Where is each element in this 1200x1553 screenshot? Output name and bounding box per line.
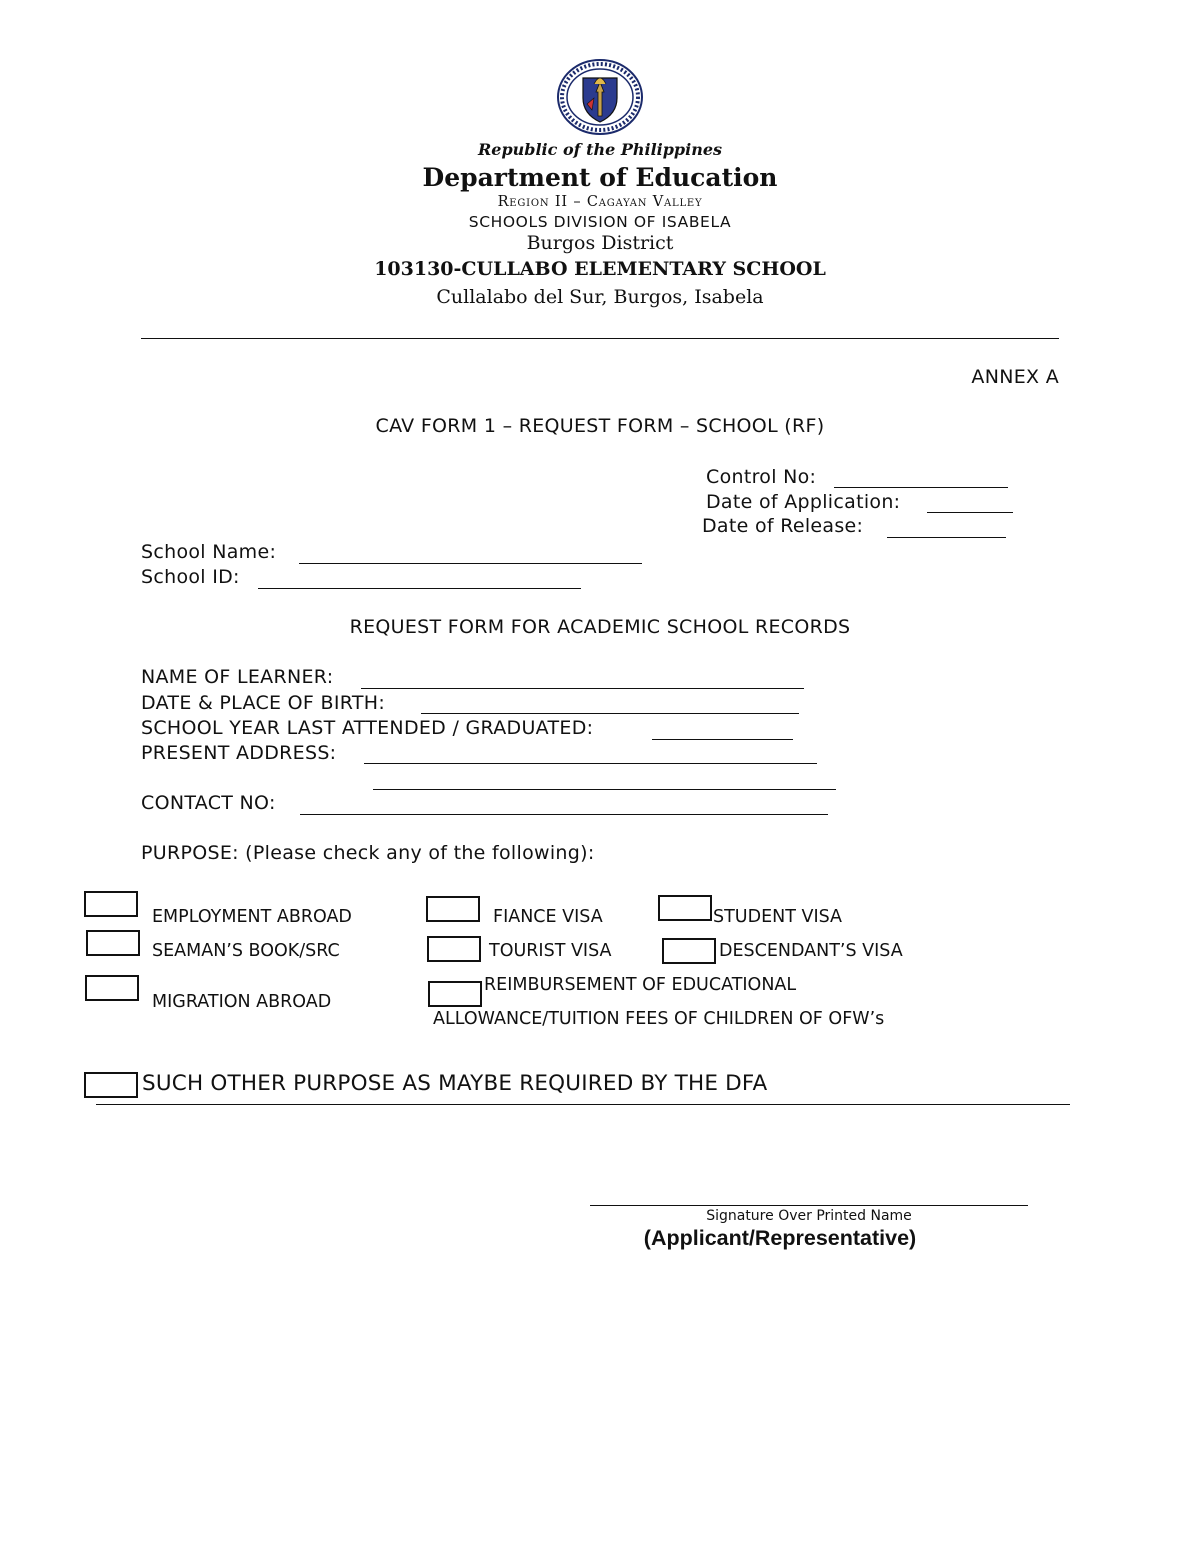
school-id-label: School ID: <box>141 566 240 588</box>
header-divider <box>141 338 1059 339</box>
option-migration-abroad: MIGRATION ABROAD <box>152 992 332 1012</box>
checkbox-tourist-visa[interactable] <box>427 936 481 962</box>
checkbox-other-purpose[interactable] <box>84 1072 138 1098</box>
school-name-label: School Name: <box>141 541 277 563</box>
option-employment-abroad: EMPLOYMENT ABROAD <box>152 907 352 927</box>
option-fiance-visa: FIANCE VISA <box>493 907 603 927</box>
checkbox-descendants-visa[interactable] <box>662 938 716 964</box>
option-tourist-visa: TOURIST VISA <box>489 941 612 961</box>
region-heading: Region II – Cagayan Valley <box>497 194 703 210</box>
address-label: PRESENT ADDRESS: <box>141 742 337 764</box>
option-other-purpose: SUCH OTHER PURPOSE AS MAYBE REQUIRED BY THE DFA <box>142 1071 768 1096</box>
signature-role: (Applicant/Representative) <box>643 1226 917 1250</box>
annex-label: ANNEX A <box>971 366 1059 388</box>
date-of-release-label: Date of Release: <box>702 515 864 537</box>
option-student-visa: STUDENT VISA <box>713 907 843 927</box>
section-title: REQUEST FORM FOR ACADEMIC SCHOOL RECORDS <box>349 616 851 638</box>
form-title: CAV FORM 1 – REQUEST FORM – SCHOOL (RF) <box>375 415 825 437</box>
school-name-field[interactable] <box>299 563 642 564</box>
school-id-field[interactable] <box>258 588 581 589</box>
birth-field[interactable] <box>421 713 799 714</box>
option-seamans-book: SEAMAN’S BOOK/SRC <box>152 941 340 961</box>
school-heading: 103130-CULLABO ELEMENTARY SCHOOL <box>374 258 826 280</box>
department-heading: Department of Education <box>422 163 778 192</box>
checkbox-employment-abroad[interactable] <box>84 891 138 917</box>
district-heading: Burgos District <box>526 232 674 254</box>
control-no-label: Control No: <box>706 466 817 488</box>
option-reimbursement-line-2: ALLOWANCE/TUITION FEES OF CHILDREN OF OFW’s <box>433 1009 885 1029</box>
contact-field[interactable] <box>300 814 828 815</box>
deped-seal-logo <box>556 58 644 136</box>
date-of-application-field[interactable] <box>927 512 1013 513</box>
school-year-field[interactable] <box>652 739 793 740</box>
checkbox-migration-abroad[interactable] <box>85 975 139 1001</box>
option-reimbursement-line-1: REIMBURSEMENT OF EDUCATIONAL <box>484 975 797 995</box>
checkbox-seamans-book[interactable] <box>86 930 140 956</box>
signature-line[interactable] <box>590 1205 1028 1206</box>
control-no-field[interactable] <box>834 487 1008 488</box>
checkbox-student-visa[interactable] <box>658 895 712 921</box>
other-purpose-field[interactable] <box>96 1104 1070 1105</box>
birth-label: DATE & PLACE OF BIRTH: <box>141 692 386 714</box>
option-descendants-visa: DESCENDANT’S VISA <box>719 941 903 961</box>
purpose-heading: PURPOSE: (Please check any of the following): <box>141 842 595 864</box>
republic-heading: Republic of the Philippines <box>477 140 723 159</box>
division-heading: SCHOOLS DIVISION OF ISABELA <box>468 213 732 231</box>
address-field-line-1[interactable] <box>364 763 817 764</box>
date-of-release-field[interactable] <box>887 537 1006 538</box>
learner-name-label: NAME OF LEARNER: <box>141 666 334 688</box>
date-of-application-label: Date of Application: <box>706 491 901 513</box>
contact-label: CONTACT NO: <box>141 792 276 814</box>
learner-name-field[interactable] <box>361 688 804 689</box>
school-year-label: SCHOOL YEAR LAST ATTENDED / GRADUATED: <box>141 717 594 739</box>
address-field-line-2[interactable] <box>373 789 836 790</box>
checkbox-reimbursement[interactable] <box>428 981 482 1007</box>
signature-caption: Signature Over Printed Name <box>706 1208 912 1224</box>
school-address: Cullalabo del Sur, Burgos, Isabela <box>436 286 764 308</box>
checkbox-fiance-visa[interactable] <box>426 896 480 922</box>
